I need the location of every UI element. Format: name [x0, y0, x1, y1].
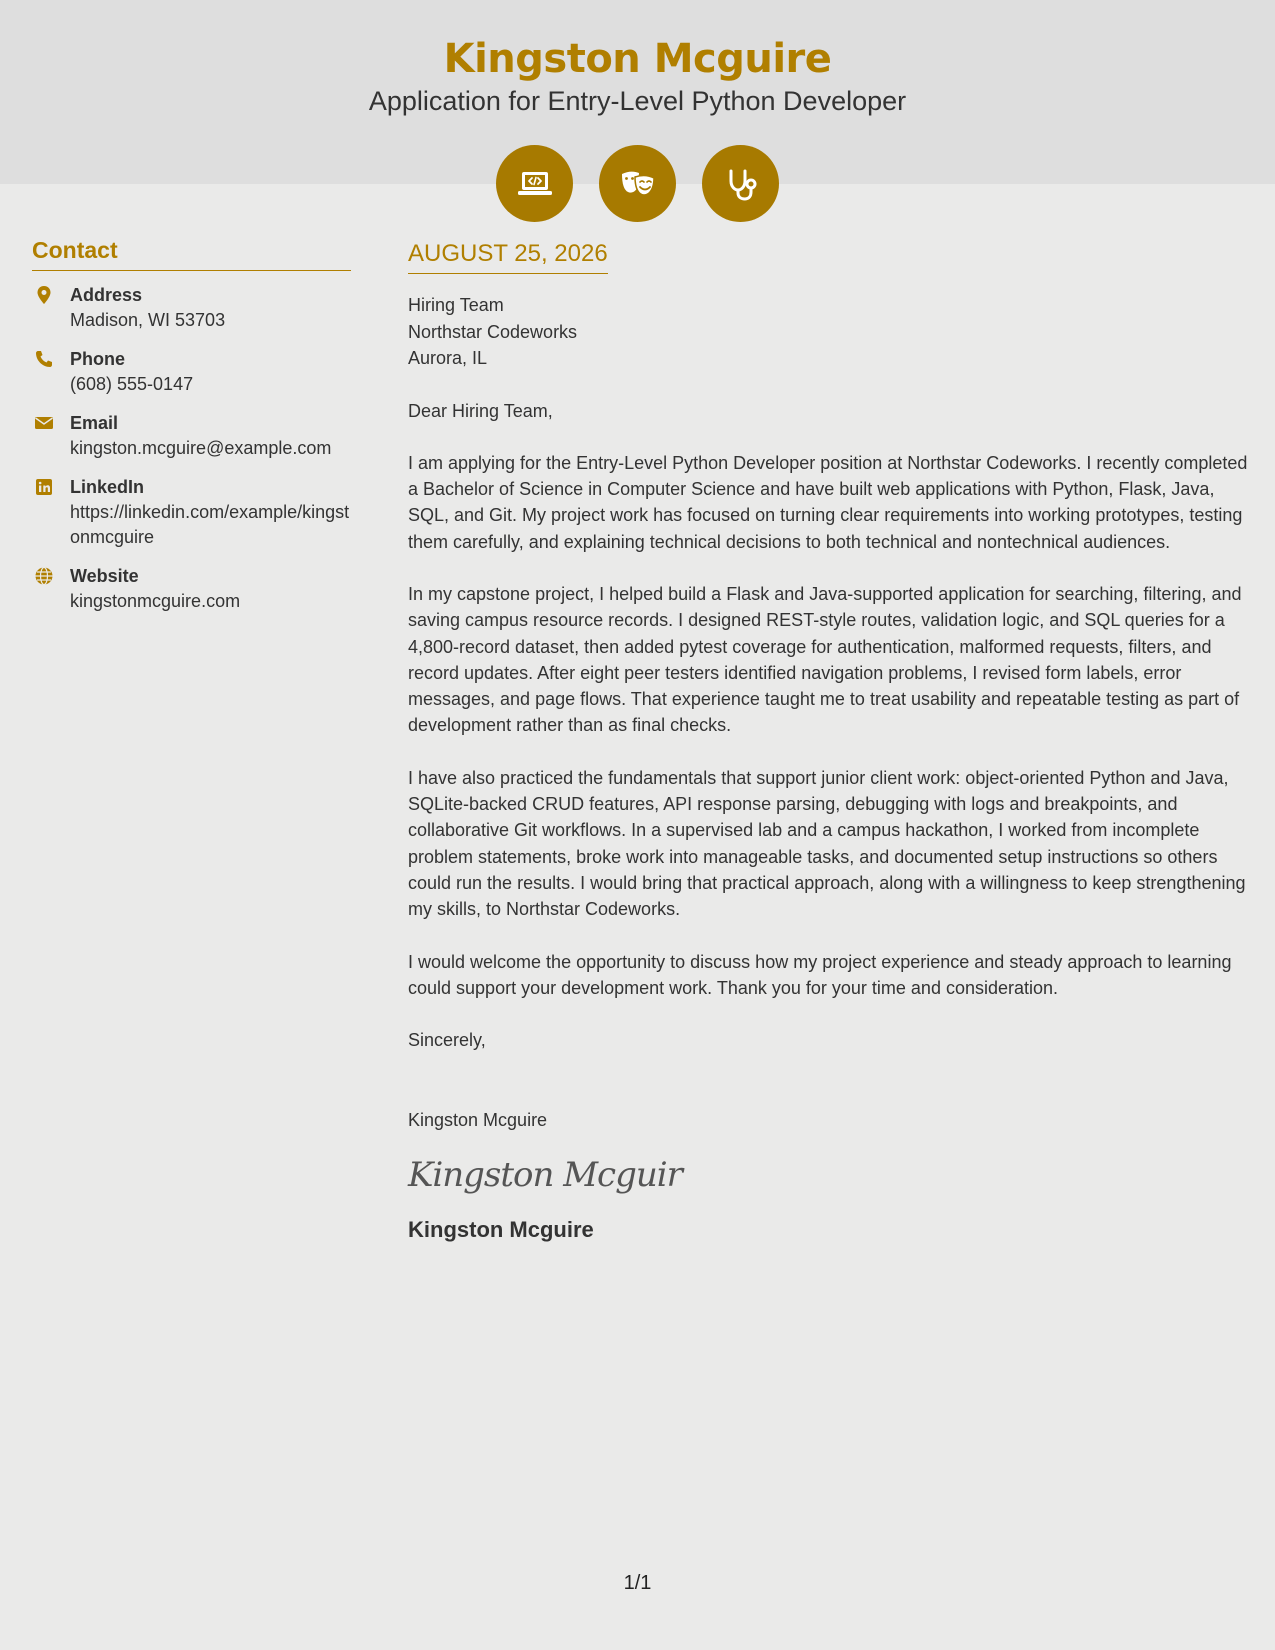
address-value: Madison, WI 53703: [70, 310, 226, 330]
salutation: Dear Hiring Team,: [408, 400, 553, 421]
typed-name: Kingston Mcguire: [408, 1110, 548, 1131]
theater-masks-icon: [599, 145, 676, 222]
contact-label: Website: [70, 566, 139, 586]
contact-sidebar: [32, 237, 351, 628]
website-value[interactable]: kingstonmcguire.com: [70, 591, 241, 611]
body-paragraph: I would welcome the opportunity to discuss how my project experience and steady approach to learning could support your development work. Thank you for your time and consideration.: [408, 951, 1232, 998]
signer-name: Kingston Mcguire: [408, 1217, 594, 1243]
body-paragraph: I have also practiced the fundamentals that support junior client work: object-oriented Python and Java, SQLite-backed CRUD features, API response parsing, debugging with logs and breakpoints, and collaborative Git workflows. In a supervised lab and a campus hackathon, I worked from incomplete problem statements, broke work into manageable tasks, and documented setup instructions so others could run the results. I would bring that practical approach, along with a willingness to keep strengthening my skills, to Northstar Codeworks.: [408, 767, 1246, 920]
contact-label: Address: [70, 285, 143, 305]
contact-address: [32, 283, 351, 333]
contact-label: Email: [70, 413, 119, 433]
letter-body: [408, 240, 1250, 1243]
header-icon-row: [496, 145, 779, 222]
recipient-line: Hiring Team: [408, 295, 504, 315]
application-subtitle: Application for Entry-Level Python Developer: [368, 86, 907, 116]
phone-icon: [34, 349, 56, 371]
contact-label: LinkedIn: [70, 477, 145, 497]
contact-phone: [32, 347, 351, 397]
closing: Sincerely,: [408, 1030, 486, 1051]
phone-value: (608) 555-0147: [70, 374, 194, 394]
letter-date: AUGUST 25, 2026: [408, 240, 608, 274]
recipient-line: Aurora, IL: [408, 348, 488, 368]
envelope-icon: [34, 413, 56, 435]
stethoscope-icon: [702, 145, 779, 222]
recipient-line: Northstar Codeworks: [408, 321, 578, 342]
body-paragraph: In my capstone project, I helped build a Flask and Java-supported application for searching, filtering, and saving campus resource records. I designed REST-style routes, validation logic, and SQL queries for a 4,800-record dataset, then added pytest coverage for authentication, malformed requests, filters, and record updates. After eight peer testers identified navigation problems, I revised form labels, error messages, and page flows. That experience taught me to treat usability and repeatable testing as part of development rather than as final checks.: [408, 583, 1242, 736]
handwritten-signature: Kingston Mcguir: [408, 1155, 682, 1196]
recipient-block: [408, 292, 1250, 372]
linkedin-icon: [34, 477, 56, 499]
contact-label: Phone: [70, 349, 126, 369]
laptop-code-icon: [496, 145, 573, 222]
contact-email: [32, 411, 351, 461]
page-number: 1/1: [623, 1572, 652, 1594]
linkedin-value[interactable]: https://linkedin.com/example/kingstonmcguire: [70, 502, 350, 547]
contact-website: [32, 564, 351, 614]
contact-heading: Contact: [32, 237, 351, 271]
body-paragraph: I am applying for the Entry-Level Python Developer position at Northstar Codeworks. I recently completed a Bachelor of Science in Computer Science and have built web applications with Python, Flask, Java, SQL, and Git. My project work has focused on turning clear requirements into working prototypes, testing them carefully, and explaining technical decisions to both technical and nontechnical audiences.: [408, 452, 1248, 552]
globe-icon: [34, 566, 56, 588]
contact-linkedin: [32, 475, 351, 550]
applicant-name: Kingston Mcguire: [443, 36, 832, 82]
email-value[interactable]: kingston.mcguire@example.com: [70, 438, 332, 458]
map-marker-icon: [34, 285, 56, 307]
